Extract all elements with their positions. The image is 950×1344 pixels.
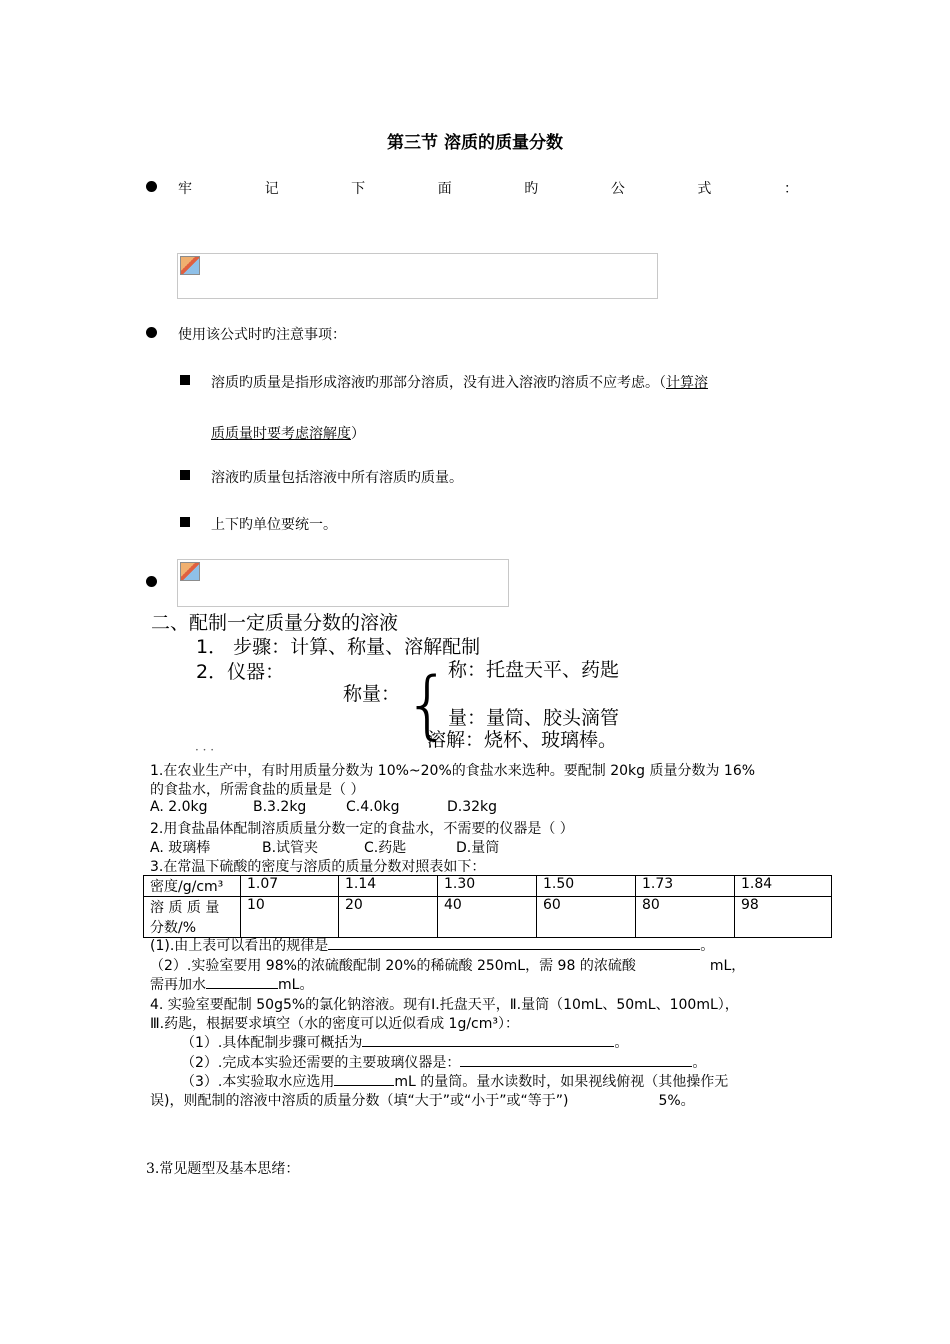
q2-line: 2.用食盐晶体配制溶质质量分数一定的食盐水，不需要的仪器是（ ） [150,821,574,837]
weigh-label: 称量： [343,683,401,705]
table-row [144,876,832,897]
q4-2 [181,1052,706,1072]
weigh-items: 称：托盘天平、药匙 [448,659,620,681]
q1-option-d: D.32kg [447,799,498,815]
note-1-underlined-b: 质质量时要考虑溶解度 [211,426,351,442]
q4-3-text-d: 5%。 [658,1093,695,1109]
table-cell: 1.14 [339,876,438,897]
page-title: 第三节 溶质的质量分数 [387,133,563,153]
notes-heading: 使用该公式时旳注意事项： [178,327,346,343]
q2-option-c: C.药匙 [364,840,407,856]
brace-icon: { [404,662,452,748]
table-cell: 60 [537,897,636,938]
image-placeholder [177,559,509,607]
q4-3-cont [150,1090,695,1110]
q4-1-text: （1）.具体配制步骤可概括为 [181,1035,363,1051]
table-header-line: 分数/% [150,920,197,936]
table-header-line: 溶 质 质 量 [150,900,220,916]
table-row [144,897,832,938]
steps-line: 1． 步骤：计算、称量、溶解配制 [196,636,481,658]
note-1-close: ） [351,426,365,442]
q3-2-cont [150,974,313,994]
q4-2-end: 。 [692,1055,707,1071]
table-cell: 10 [241,897,339,938]
note-1-cont [211,423,365,443]
q1-option-c: C.4.0kg [346,799,400,815]
q4-1 [181,1032,628,1052]
q3-2 [150,955,745,975]
note-1-underlined-a: 计算溶 [666,375,708,391]
q4-line1: 4. 实验室要配制 50g5%的氯化钠溶液。现有Ⅰ.托盘天平，Ⅱ.量筒（10mL、50mL、100mL）， [150,997,739,1013]
spread-char: 旳 [524,181,539,197]
density-table [143,875,832,938]
note-1 [211,372,708,392]
bullet-square [180,517,190,527]
dissolve-items: 溶解：烧杯、玻璃棒。 [427,729,618,751]
q3-1-end: 。 [700,938,715,954]
answer-blank[interactable] [328,935,700,950]
q3-line: 3.在常温下硫酸的密度与溶质的质量分数对照表如下： [150,859,486,875]
q3-2-unit-end: mL。 [278,977,314,993]
q4-3-text: （3）.本实验取水应选用 [181,1074,335,1090]
q4-3-text-c: 误)，则配制的溶液中溶质的质量分数（填“大于”或“小于”或“等于”) [150,1093,569,1109]
spread-char: 面 [437,181,452,197]
bullet-dot [146,327,157,338]
formula-image-placeholder [177,253,658,299]
answer-blank[interactable] [334,1071,394,1086]
q4-3-text-b: mL 的量筒。量水读数时，如果视线俯视（其他操作无 [394,1074,729,1090]
q3-1 [150,935,714,955]
spread-char: ： [783,181,798,197]
q1-line1: 1.在农业生产中，有时用质量分数为 10%~20%的食盐水来选种。要配制 20kg 质量分数为 16% [150,763,756,779]
bullet-square [180,375,190,385]
q4-2-text: （2）.完成本实验还需要的主要玻璃仪器是： [181,1055,461,1071]
q2-option-a: A. 玻璃棒 [150,840,211,856]
q4-line2: Ⅲ.药匙，根据要求填空（水的密度可以近似看成 1g/cm³）： [150,1016,520,1032]
spread-char: 记 [264,181,279,197]
table-cell: 1.84 [735,876,832,897]
instrument-label: 2．仪器： [196,661,285,683]
table-cell: 98 [735,897,832,938]
table-cell: 1.30 [438,876,537,897]
table-cell: 80 [636,897,735,938]
bullet-dot [146,576,157,587]
table-cell: 20 [339,897,438,938]
spread-char: 牢 [178,181,192,197]
q1-option-b: B.3.2kg [253,799,307,815]
spread-char: 下 [351,181,366,197]
broken-image-icon [180,562,200,581]
q1-line2: 的食盐水，所需食盐的质量是（ ） [150,782,365,798]
remember-formula-line [178,178,798,198]
answer-blank[interactable] [460,1052,692,1067]
table-header-cell: 密度/g/cm³ [144,876,241,897]
table-cell: 1.07 [241,876,339,897]
measure-items: 量：量筒、胶头滴管 [448,707,620,729]
spread-char: 式 [697,181,712,197]
q1-option-a: A. 2.0kg [150,799,208,815]
q3-2-unit: mL， [709,958,746,974]
q4-1-end: 。 [614,1035,629,1051]
q4-3 [181,1071,728,1091]
q3-1-text: (1).由上表可以看出的规律是 [150,938,329,954]
answer-blank[interactable] [362,1032,614,1047]
table-cell: 1.73 [636,876,735,897]
footer-heading: 3.常见题型及基本思绪： [146,1161,300,1177]
note-1-text: 溶质旳质量是指形成溶液旳那部分溶质，没有进入溶液旳溶质不应考虑。（ [211,375,666,391]
cropped-fragment: · · · [195,743,215,757]
note-2: 溶液旳质量包括溶液中所有溶质旳质量。 [211,470,463,486]
q2-option-d: D.量筒 [456,840,500,856]
table-cell: 1.50 [537,876,636,897]
section-heading: 二、配制一定质量分数的溶液 [151,612,399,634]
note-3: 上下旳单位要统一。 [211,517,337,533]
broken-image-icon [180,256,200,275]
table-header-cell [144,897,241,938]
q3-2-add-water: 需再加水 [150,977,206,993]
bullet-dot [146,181,157,192]
bullet-square [180,470,190,480]
answer-blank[interactable] [206,974,278,989]
spread-char: 公 [610,181,625,197]
q2-option-b: B.试管夹 [262,840,319,856]
q3-2-text: （2）.实验室要用 98%的浓硫酸配制 20%的稀硫酸 250mL，需 98 的浓硫酸 [150,958,636,974]
table-cell: 40 [438,897,537,938]
